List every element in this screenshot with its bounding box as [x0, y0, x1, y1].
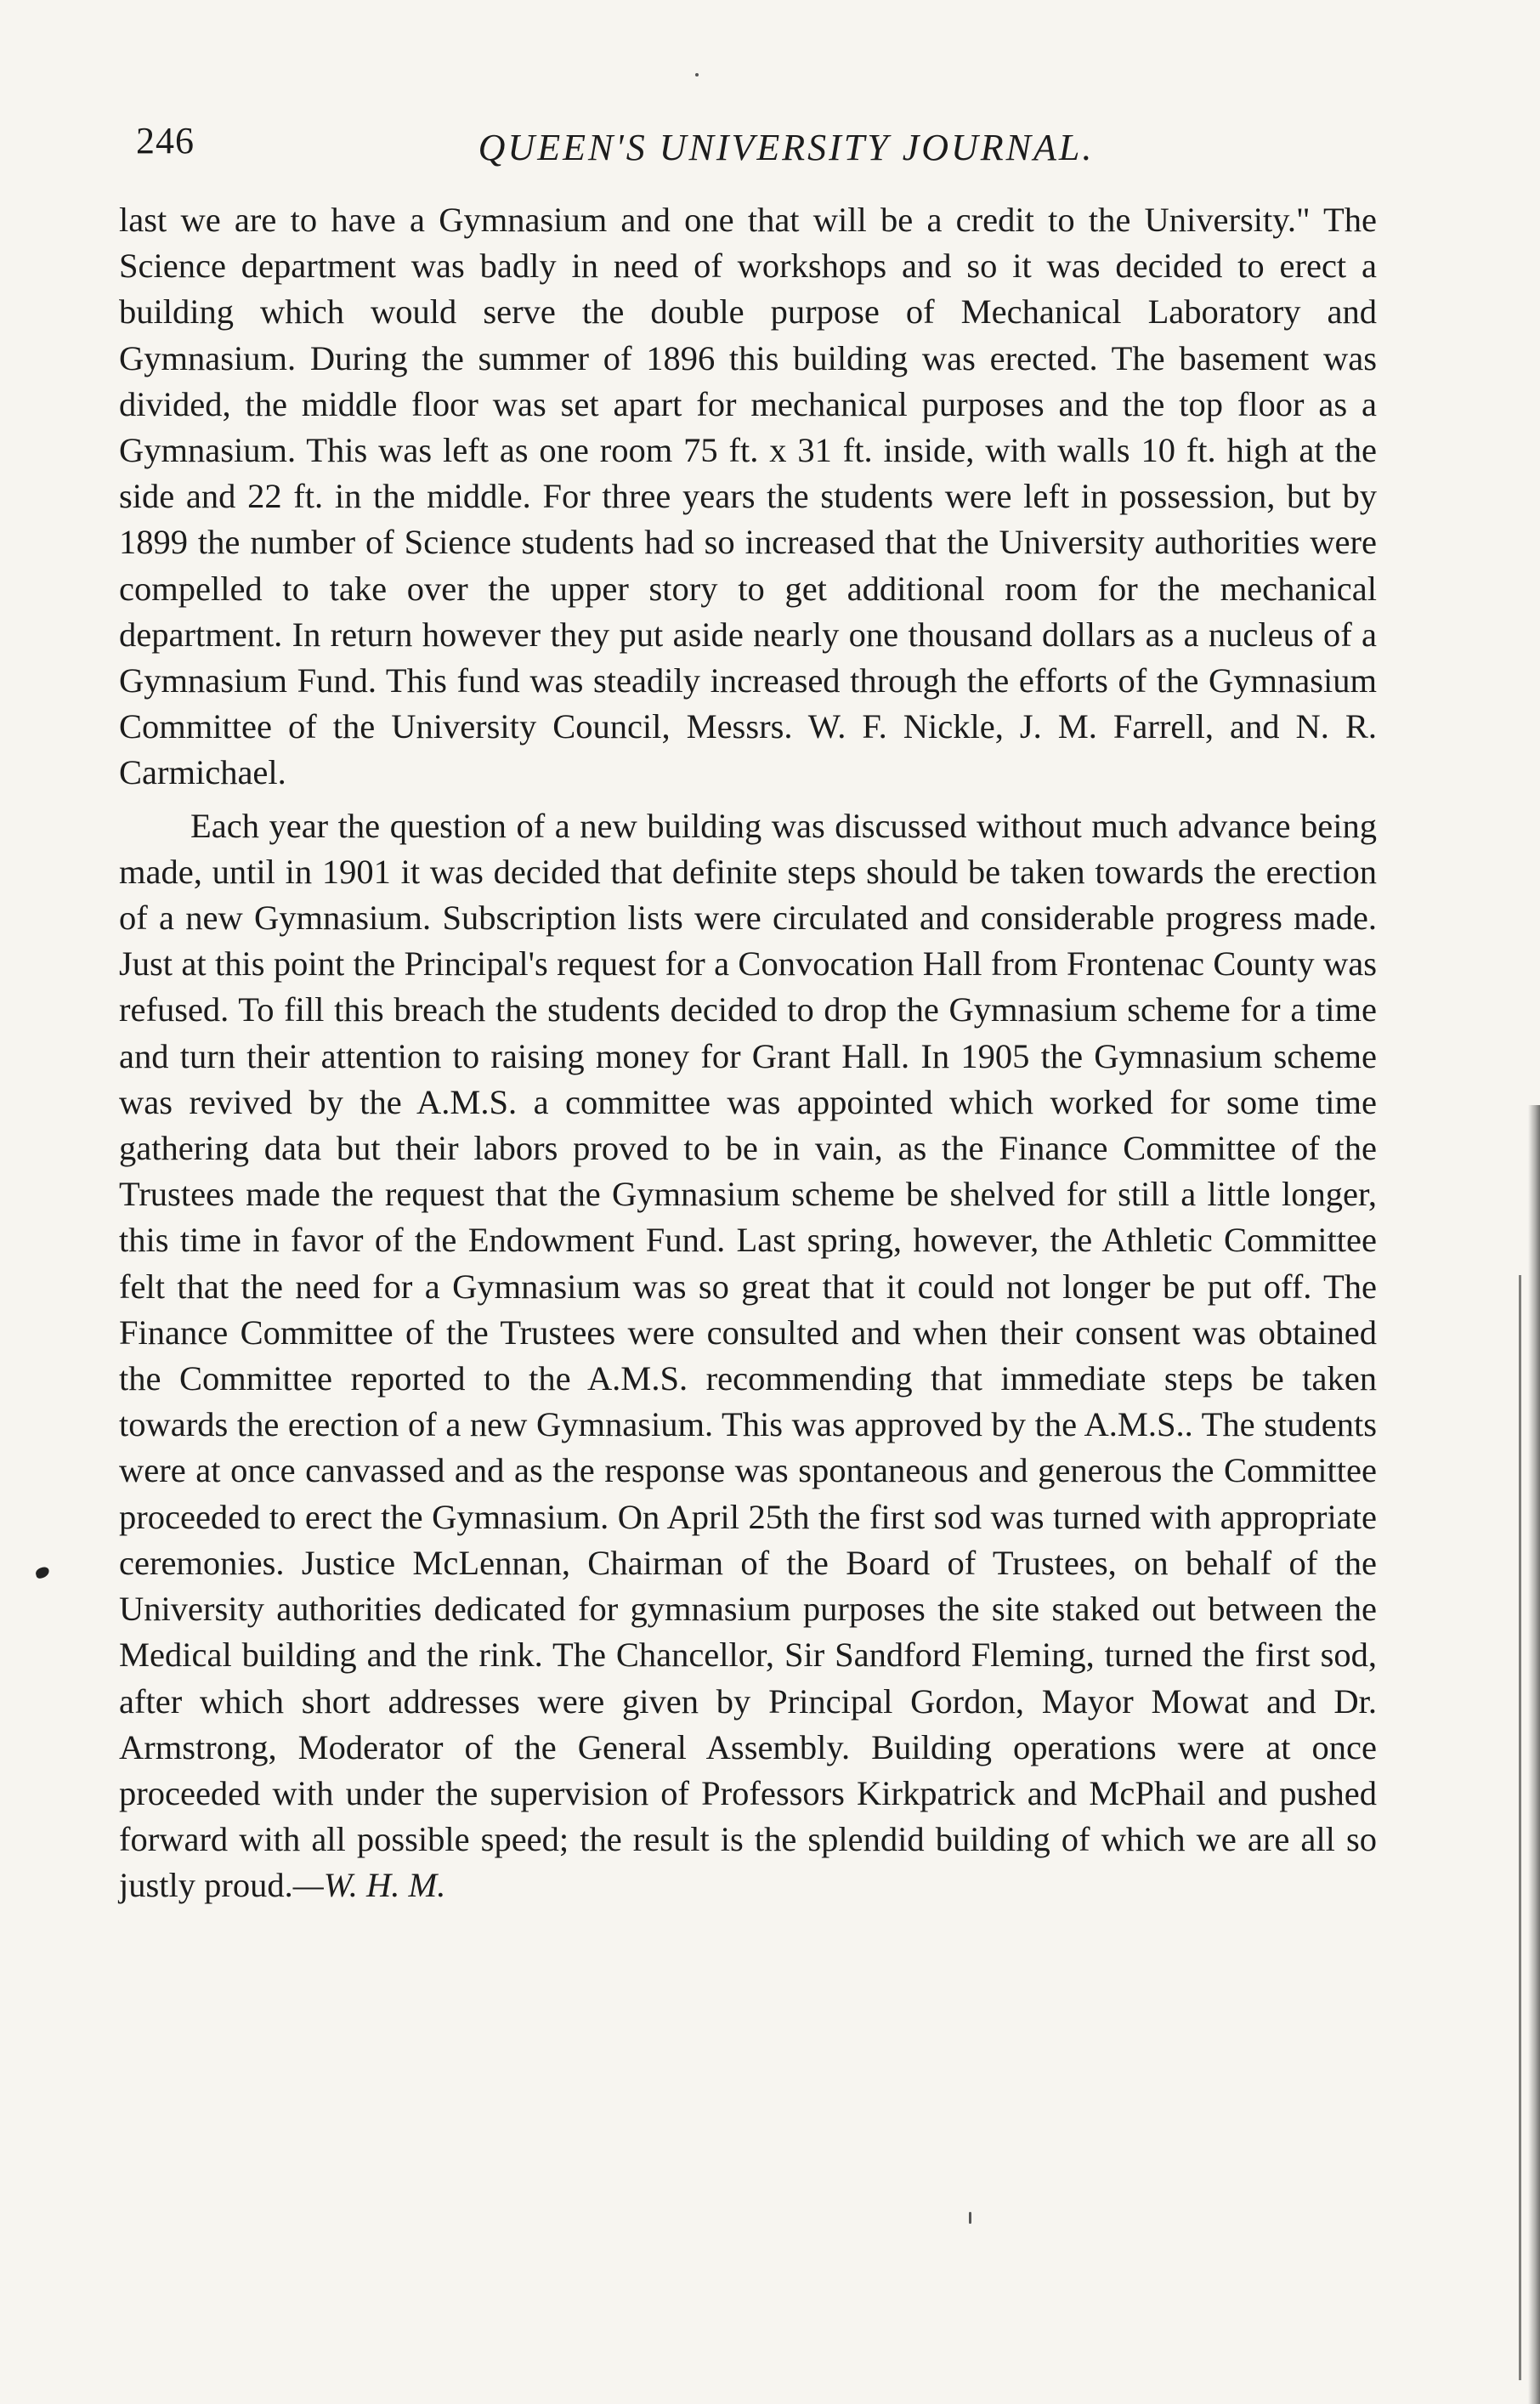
ink-speck — [969, 2212, 971, 2224]
page-header — [136, 119, 1385, 179]
page-number: 246 — [136, 120, 195, 162]
page-edge-shadow — [1528, 1105, 1540, 2404]
margin-ink-mark — [35, 1566, 51, 1579]
page-edge-line — [1519, 1275, 1521, 2380]
ink-speck — [695, 73, 699, 77]
author-signature: —W. H. M. — [292, 1866, 446, 1905]
paragraph-1: last we are to have a Gymnasium and one that will be a credit to the University." The Science department was badly in need of workshops and so it was decided to erect a building which would serve the double purpose of Mechanical Laboratory and Gymnasium. During the summer of 1896 this building was erected. The basement was divided, the middle floor was set apart for mechanical purposes and the top floor as a Gymnasium. This was left as one room 75 ft. x 31 ft. inside, with walls 10 ft. high at the side and 22 ft. in the middle. For three years the students were left in possession, but by 1899 the number of Science students had so increased that the University authorities were compelled to take over the upper story to get additional room for the mechanical department. In return however they put aside nearly one thousand dollars as a nucleus of a Gymnasium Fund. This fund was steadily increased through the efforts of the Gymnasium Committee of the University Council, Messrs. W. F. Nickle, J. M. Farrell, and N. R. Carmichael. — [119, 201, 1377, 792]
paragraph-2-text: Each year the question of a new building was discussed without much advance being made, until in 1901 it was decided that definite steps should be taken towards the erection of a new Gymnasium. Subscription lists were circulated and considerable progress made. Just at this point the Principal's request for a Convocation Hall from Frontenac County was refused. To fill this breach the students decided to drop the Gymnasium scheme for a time and turn their attention to raising money for Grant Hall. In 1905 the Gymnasium scheme was revived by the A.M.S. a committee was appointed which worked for some time gathering data but their labors proved to be in vain, as the Finance Committee of the Trustees made the request that the Gymnasium scheme be shelved for still a little longer, this time in favor of the Endowment Fund. Last spring, however, the Athletic Committee felt that the need for a Gymnasium was so great that it could not longer be put off. The Finance Committee of the Trustees were consulted and when their consent was obtained the Committee reported to the A.M.S. recommending that immediate steps be taken towards the erection of a new Gymnasium. This was approved by the A.M.S.. The students were at once canvassed and as the response was spontaneous and generous the Committee proceeded to erect the Gymnasium. On April 25th the first sod was turned with appropriate ceremonies. Justice McLennan, Chairman of the Board of Trustees, on behalf of the University authorities dedicated for gymnasium purposes the site staked out between the Medical building and the rink. The Chancellor, Sir Sandford Fleming, turned the first sod, after which short addresses were given by Principal Gordon, Mayor Mowat and Dr. Armstrong, Moderator of the General Assembly. Building operations were at once proceeded with under the supervision of Professors Kirkpatrick and McPhail and pushed forward with all possible speed; the result is the splendid building of which we are all so justly proud. — [119, 806, 1377, 1905]
article-body — [119, 197, 1377, 1909]
running-title: QUEEN'S UNIVERSITY JOURNAL. — [478, 127, 1095, 168]
paragraph-2 — [119, 803, 1377, 1909]
